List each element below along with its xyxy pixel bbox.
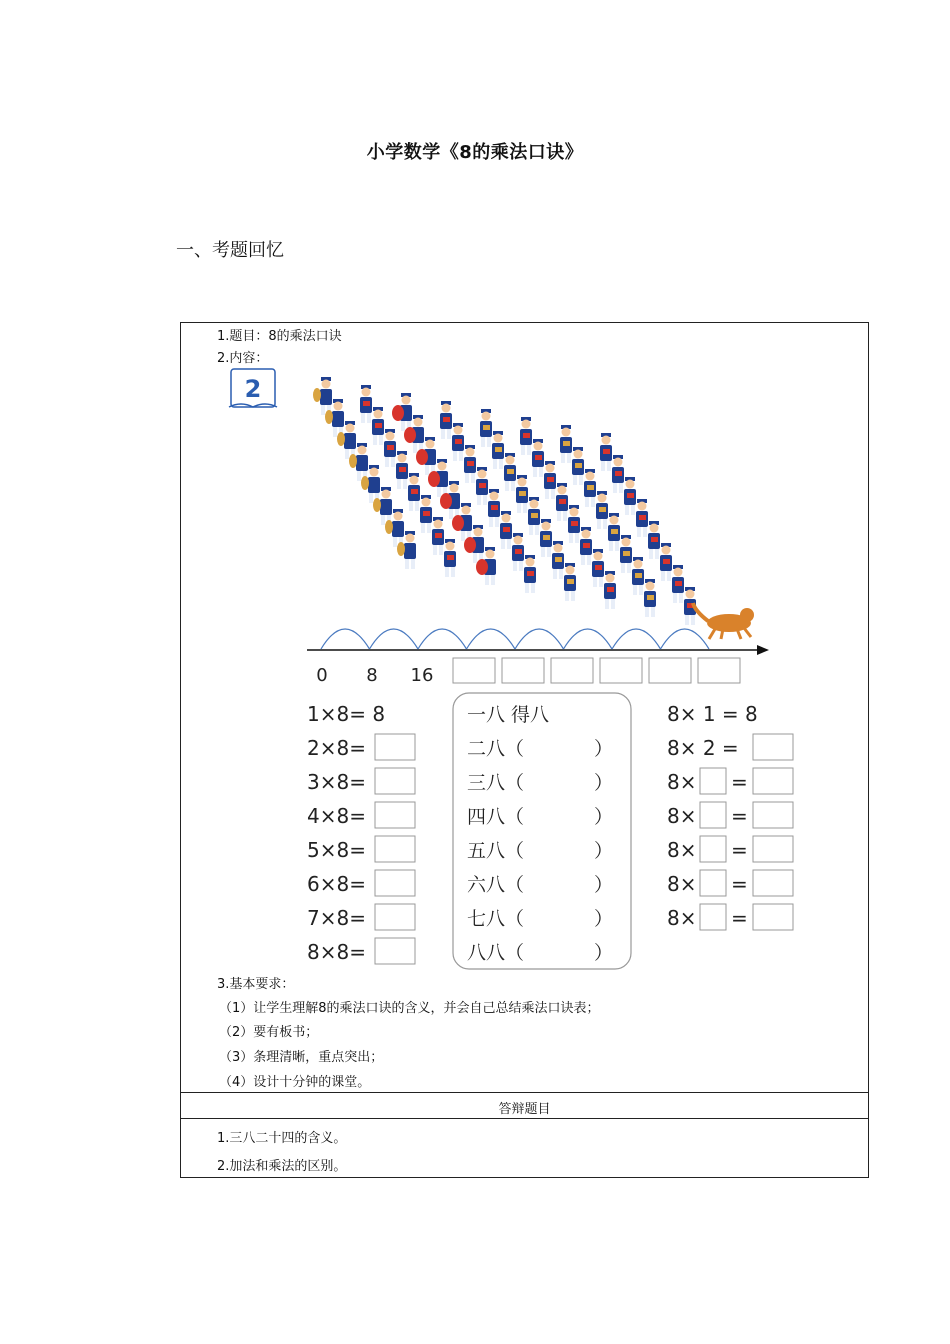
band-member	[444, 539, 456, 577]
band-member	[528, 497, 540, 535]
answer-box[interactable]	[600, 658, 642, 683]
band-member	[396, 451, 408, 489]
band-member	[580, 527, 592, 565]
jump-arc	[661, 629, 710, 649]
band-member	[620, 535, 632, 573]
answer-box[interactable]	[753, 768, 793, 794]
closing-parenthesis: ）	[593, 772, 613, 794]
multiplication-equation: 1×8= 8	[307, 702, 386, 726]
textbook-illustration	[181, 323, 870, 973]
multiplication-equation: 8×8=	[307, 940, 366, 964]
jump-arc	[370, 629, 419, 649]
answer-box[interactable]	[698, 658, 740, 683]
multiplication-rhyme: 四八（	[467, 806, 525, 828]
band-member	[672, 565, 684, 603]
multiplication-equation: 8×	[667, 770, 697, 794]
requirement-item: （1）让学生理解8的乘法口诀的含义，并会自己总结乘法口诀表；	[219, 1001, 600, 1016]
answer-box[interactable]	[700, 870, 726, 896]
exam-table	[180, 322, 869, 1178]
equals-sign: =	[731, 838, 748, 862]
answer-box[interactable]	[453, 658, 495, 683]
multiplication-equation: 8× 2 =	[667, 736, 739, 760]
number-line-label: 8	[366, 665, 378, 686]
band-member	[520, 417, 532, 455]
multiplication-rhyme: 六八（	[467, 874, 525, 896]
band-member	[532, 439, 544, 477]
band-member	[612, 455, 624, 493]
multiplication-equation: 4×8=	[307, 804, 366, 828]
multiplication-equation: 8×	[667, 804, 697, 828]
answer-box[interactable]	[375, 870, 415, 896]
jump-arc	[564, 629, 613, 649]
band-member	[552, 541, 564, 579]
band-member	[504, 453, 516, 491]
multiplication-rhyme: 七八（	[467, 908, 525, 930]
jump-arc	[418, 629, 467, 649]
band-member	[500, 511, 512, 549]
multiplication-rhyme: 五八（	[467, 840, 525, 862]
answer-box[interactable]	[375, 836, 415, 862]
band-member	[408, 473, 420, 511]
marching-band-illustration	[313, 377, 696, 625]
answer-box[interactable]	[649, 658, 691, 683]
multiplication-equation: 8×	[667, 838, 697, 862]
band-member	[660, 543, 672, 581]
band-member	[544, 461, 556, 499]
answer-box[interactable]	[753, 734, 793, 760]
equals-sign: =	[731, 770, 748, 794]
band-member	[392, 393, 412, 431]
closing-parenthesis: ）	[593, 806, 613, 828]
jump-arc	[321, 629, 370, 649]
table-divider	[181, 1092, 868, 1093]
defense-question: 1.三八二十四的含义。	[217, 1131, 347, 1146]
band-member	[596, 491, 608, 529]
section-heading: 一、考题回忆	[176, 240, 284, 261]
answer-box[interactable]	[700, 836, 726, 862]
multiplication-equation: 3×8=	[307, 770, 366, 794]
band-member	[384, 429, 396, 467]
band-member	[572, 447, 584, 485]
multiplication-rhyme: 八八（	[467, 942, 525, 964]
number-line-jumps	[321, 629, 709, 649]
answer-box[interactable]	[753, 802, 793, 828]
closing-parenthesis: ）	[593, 908, 613, 930]
number-line	[307, 645, 769, 655]
closing-parenthesis: ）	[593, 738, 613, 760]
multiplication-rhyme: 二八（	[467, 738, 525, 760]
defense-question: 2.加法和乘法的区别。	[217, 1159, 347, 1174]
jump-arc	[515, 629, 564, 649]
band-member	[584, 469, 596, 507]
closing-parenthesis: ）	[593, 874, 613, 896]
number-line-label: 16	[410, 665, 434, 686]
multiplication-equations-left	[307, 702, 415, 964]
equals-sign: =	[731, 872, 748, 896]
answer-box[interactable]	[700, 904, 726, 930]
table-divider	[181, 1118, 868, 1119]
multiplication-equations-right	[667, 702, 793, 930]
multiplication-rhyme: 一八 得八	[467, 704, 550, 726]
band-member	[476, 467, 488, 505]
band-member	[516, 475, 528, 513]
requirement-item: （3）条理清晰，重点突出；	[219, 1050, 384, 1065]
multiplication-equation: 6×8=	[307, 872, 366, 896]
band-member	[592, 549, 604, 587]
equals-sign: =	[731, 906, 748, 930]
answer-box[interactable]	[375, 768, 415, 794]
band-member	[480, 409, 492, 447]
band-member	[564, 563, 576, 601]
band-member	[452, 423, 464, 461]
defense-section-title: 答辩题目	[498, 1102, 551, 1117]
answer-box[interactable]	[753, 836, 793, 862]
band-member	[492, 431, 504, 469]
band-member	[608, 513, 620, 551]
multiplication-equation: 8×	[667, 906, 697, 930]
multiplication-equation: 2×8=	[307, 736, 366, 760]
number-line-label: 0	[316, 665, 328, 686]
question-topic: 1.题目：8的乘法口诀	[217, 329, 342, 344]
band-member	[464, 445, 476, 483]
requirement-item: （4）设计十分钟的课堂。	[219, 1075, 371, 1090]
band-member	[372, 407, 384, 445]
document-title: 小学数学《8的乘法口诀》	[366, 142, 584, 163]
band-member	[648, 521, 660, 559]
answer-box[interactable]	[700, 768, 726, 794]
multiplication-equation: 5×8=	[307, 838, 366, 862]
answer-box[interactable]	[753, 904, 793, 930]
band-member	[440, 401, 452, 439]
dog-illustration	[693, 603, 754, 639]
band-member	[560, 425, 572, 463]
answer-box[interactable]	[375, 734, 415, 760]
jump-arc	[612, 629, 661, 649]
answer-box[interactable]	[551, 658, 593, 683]
requirements-label: 3.基本要求：	[217, 977, 295, 992]
multiplication-equation: 7×8=	[307, 906, 366, 930]
band-member	[600, 433, 612, 471]
band-member	[512, 533, 524, 571]
band-member	[432, 517, 444, 555]
multiplication-equation: 8×	[667, 872, 697, 896]
answer-box[interactable]	[753, 870, 793, 896]
closing-parenthesis: ）	[593, 840, 613, 862]
band-member	[540, 519, 552, 557]
answer-box[interactable]	[375, 938, 415, 964]
band-member	[524, 555, 536, 593]
band-member	[556, 483, 568, 521]
answer-box[interactable]	[375, 904, 415, 930]
number-line-labels	[316, 665, 433, 686]
multiplication-rhyme: 三八（	[467, 772, 525, 794]
closing-parenthesis: ）	[593, 942, 613, 964]
number-line-blanks	[453, 658, 740, 683]
answer-box[interactable]	[700, 802, 726, 828]
jump-arc	[467, 629, 516, 649]
band-member	[632, 557, 644, 595]
equals-sign: =	[731, 804, 748, 828]
band-member	[420, 495, 432, 533]
band-member	[636, 499, 648, 537]
band-member	[624, 477, 636, 515]
answer-box[interactable]	[375, 802, 415, 828]
band-member	[604, 571, 616, 609]
content-label: 2.内容：	[217, 351, 269, 366]
requirement-item: （2）要有板书；	[219, 1025, 319, 1040]
band-member	[360, 385, 372, 423]
multiplication-equation: 8× 1 = 8	[667, 702, 758, 726]
lesson-badge-number: 2	[244, 375, 262, 403]
band-member	[313, 377, 332, 415]
band-member	[644, 579, 656, 617]
answer-box[interactable]	[502, 658, 544, 683]
band-member	[568, 505, 580, 543]
multiplication-rhymes	[467, 704, 613, 964]
band-member	[488, 489, 500, 527]
